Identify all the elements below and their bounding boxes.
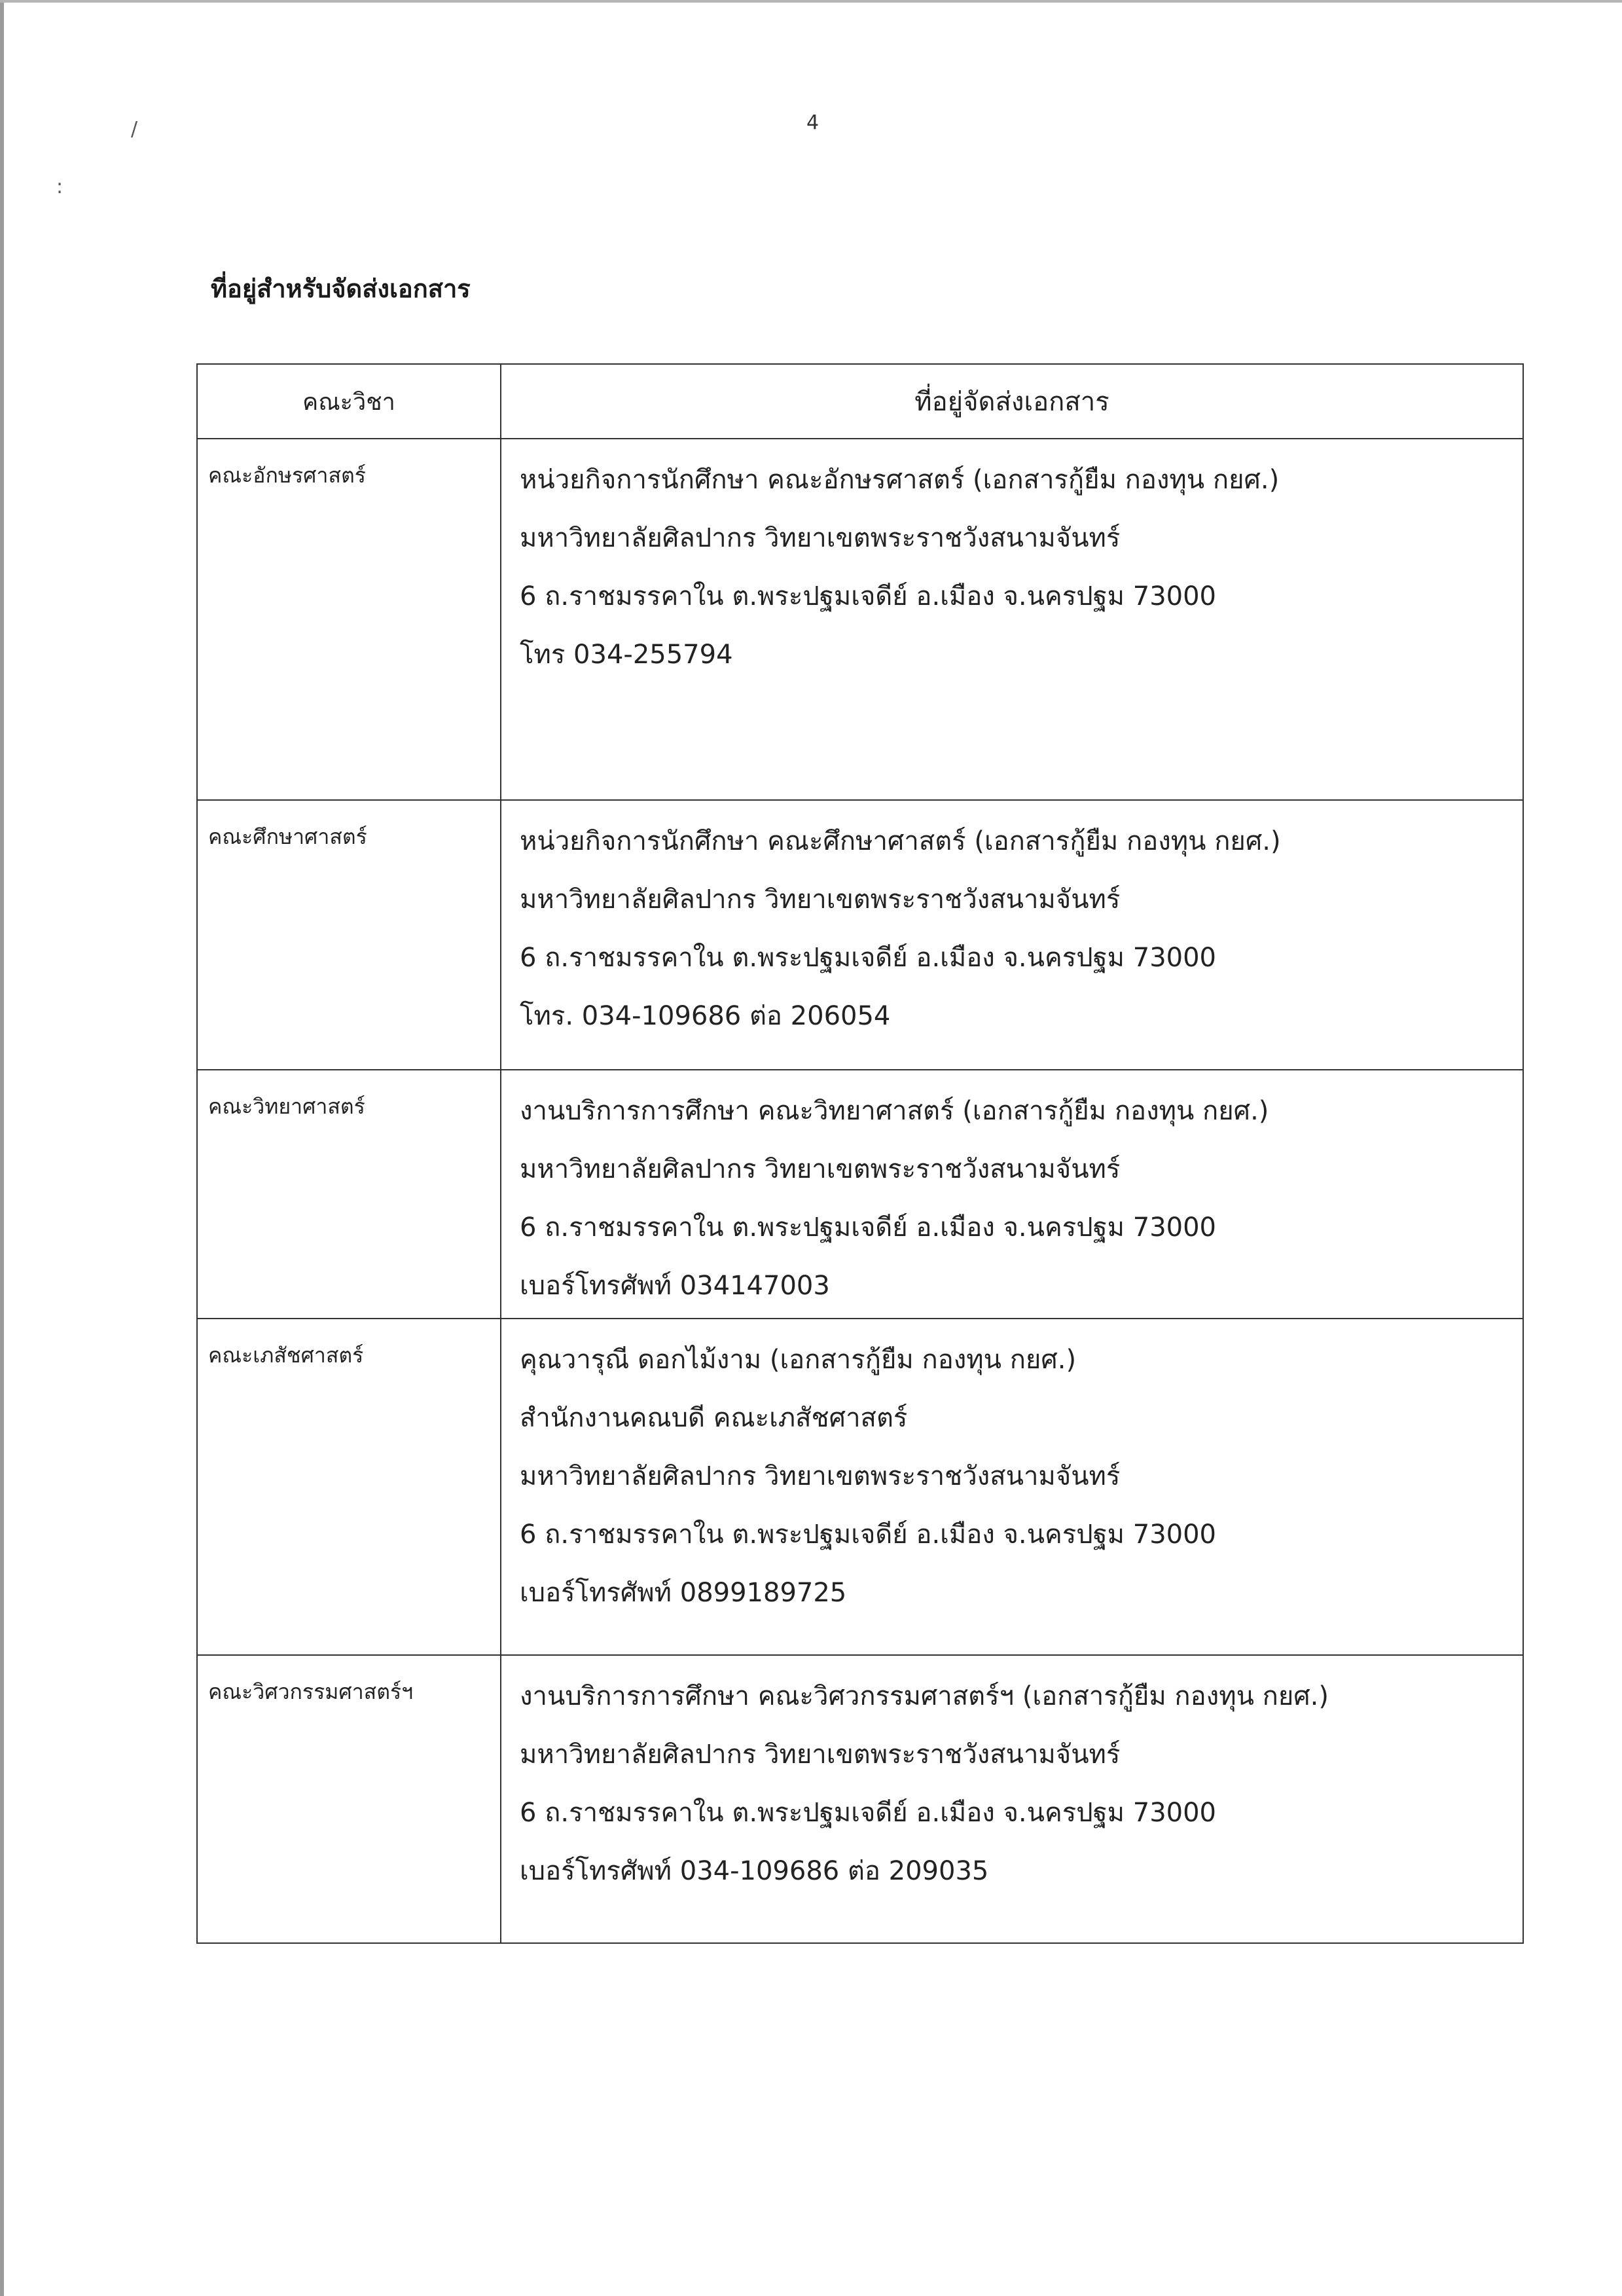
- scan-edge-top: [0, 0, 1622, 3]
- table-row: [197, 1319, 1523, 1655]
- address-line: หน่วยกิจการนักศึกษา คณะศึกษาศาสตร์ (เอกสารกู้ยืม กองทุน กยศ.): [520, 826, 1281, 856]
- table-row: [197, 800, 1523, 1070]
- address-line: เบอร์โทรศัพท์ 0899189725: [520, 1578, 847, 1608]
- address-cell: [501, 439, 1523, 800]
- address-line: 6 ถ.ราชมรรคาใน ต.พระปฐมเจดีย์ อ.เมือง จ.นครปฐม 73000: [520, 1798, 1217, 1828]
- address-line: งานบริการการศึกษา คณะวิศวกรรมศาสตร์ฯ (เอกสารกู้ยืม กองทุน กยศ.): [520, 1681, 1329, 1711]
- address-line: เบอร์โทรศัพท์ 034-109686 ต่อ 209035: [520, 1856, 989, 1886]
- scan-edge-left: [0, 0, 4, 2296]
- faculty-cell: คณะเภสัชศาสตร์: [197, 1319, 501, 1655]
- address-line: โทร. 034-109686 ต่อ 206054: [520, 1001, 891, 1031]
- address-line: งานบริการการศึกษา คณะวิทยาศาสตร์ (เอกสารกู้ยืม กองทุน กยศ.): [520, 1096, 1269, 1126]
- table-row: [197, 439, 1523, 800]
- address-table: [196, 363, 1524, 1944]
- address-line: 6 ถ.ราชมรรคาใน ต.พระปฐมเจดีย์ อ.เมือง จ.นครปฐม 73000: [520, 1520, 1217, 1550]
- page-number: 4: [806, 111, 820, 134]
- faculty-cell: คณะอักษรศาสตร์: [197, 439, 501, 800]
- table-header-row: [197, 364, 1523, 439]
- address-cell: [501, 1655, 1523, 1943]
- address-line: เบอร์โทรศัพท์ 034147003: [520, 1271, 830, 1301]
- faculty-cell: คณะศึกษาศาสตร์: [197, 800, 501, 1070]
- stray-mark-slash: /: [131, 118, 138, 141]
- stray-mark-colon: :: [56, 175, 63, 198]
- address-line: คุณวารุณี ดอกไม้งาม (เอกสารกู้ยืม กองทุน กยศ.): [520, 1345, 1077, 1375]
- table-row: [197, 1070, 1523, 1319]
- address-line: 6 ถ.ราชมรรคาใน ต.พระปฐมเจดีย์ อ.เมือง จ.นครปฐม 73000: [520, 581, 1217, 611]
- address-line: โทร 034-255794: [520, 640, 733, 670]
- column-header-faculty: คณะวิชา: [197, 364, 501, 439]
- address-line: หน่วยกิจการนักศึกษา คณะอักษรศาสตร์ (เอกสารกู้ยืม กองทุน กยศ.): [520, 465, 1280, 495]
- address-line: มหาวิทยาลัยศิลปากร วิทยาเขตพระราชวังสนามจันทร์: [520, 1740, 1121, 1770]
- faculty-cell: คณะวิศวกรรมศาสตร์ฯ: [197, 1655, 501, 1943]
- address-cell: [501, 1319, 1523, 1655]
- address-line: 6 ถ.ราชมรรคาใน ต.พระปฐมเจดีย์ อ.เมือง จ.นครปฐม 73000: [520, 943, 1217, 973]
- faculty-cell: คณะวิทยาศาสตร์: [197, 1070, 501, 1319]
- address-line: มหาวิทยาลัยศิลปากร วิทยาเขตพระราชวังสนามจันทร์: [520, 1154, 1121, 1184]
- address-line: มหาวิทยาลัยศิลปากร วิทยาเขตพระราชวังสนามจันทร์: [520, 523, 1121, 553]
- address-line: มหาวิทยาลัยศิลปากร วิทยาเขตพระราชวังสนามจันทร์: [520, 884, 1121, 915]
- address-cell: [501, 800, 1523, 1070]
- address-line: 6 ถ.ราชมรรคาใน ต.พระปฐมเจดีย์ อ.เมือง จ.นครปฐม 73000: [520, 1212, 1217, 1243]
- address-cell: [501, 1070, 1523, 1319]
- table-row: [197, 1655, 1523, 1943]
- document-heading: ที่อยู่สำหรับจัดส่งเอกสาร: [211, 274, 471, 303]
- column-header-address: ที่อยู่จัดส่งเอกสาร: [501, 364, 1523, 439]
- address-line: มหาวิทยาลัยศิลปากร วิทยาเขตพระราชวังสนามจันทร์: [520, 1461, 1121, 1491]
- address-line: สำนักงานคณบดี คณะเภสัชศาสตร์: [520, 1403, 908, 1433]
